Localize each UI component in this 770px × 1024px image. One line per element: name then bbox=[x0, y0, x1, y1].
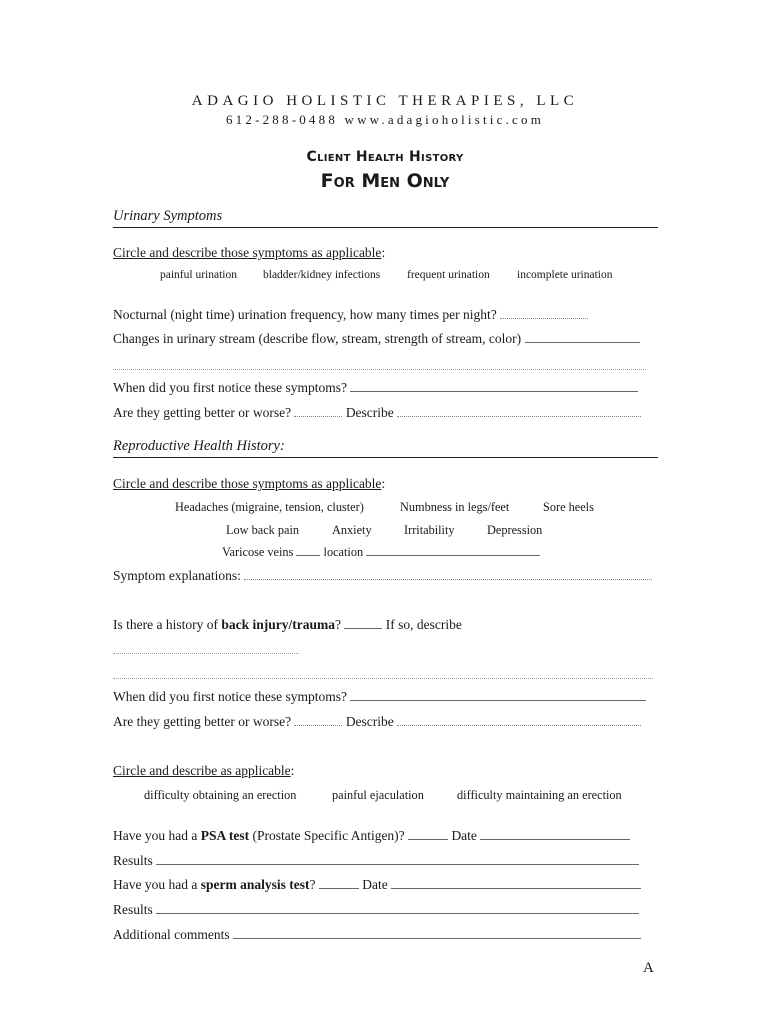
instruction-text: Circle and describe those symptoms as applicable bbox=[113, 476, 382, 491]
instruction-colon: : bbox=[381, 245, 386, 260]
psa-results-row bbox=[113, 853, 639, 869]
stream-question bbox=[113, 331, 640, 347]
option-headaches[interactable]: Headaches (migraine, tension, cluster) bbox=[175, 500, 364, 514]
instruction-colon: : bbox=[290, 763, 295, 778]
back-injury-bold: back injury/trauma bbox=[221, 617, 335, 632]
instruction-text: Circle and describe those symptoms as applicable bbox=[113, 245, 382, 260]
instruction-colon: : bbox=[381, 476, 386, 491]
urinary-better-worse-question bbox=[113, 405, 641, 421]
better-worse-label: Are they getting better or worse? bbox=[113, 714, 292, 729]
reproductive-circle-instruction bbox=[113, 476, 385, 492]
reproductive-better-worse-question bbox=[113, 714, 641, 730]
option-painful-ejaculation[interactable]: painful ejaculation bbox=[332, 788, 424, 802]
better-worse-label: Are they getting better or worse? bbox=[113, 405, 292, 420]
reproductive-section-heading: Reproductive Health History: bbox=[113, 438, 285, 454]
sperm-test-field[interactable] bbox=[319, 878, 359, 889]
additional-comments-row bbox=[113, 927, 641, 943]
page-marker: A bbox=[643, 960, 654, 976]
reproductive-first-notice-question bbox=[113, 689, 646, 705]
symptom-explanations-row bbox=[113, 568, 652, 584]
symptom-explanations-label: Symptom explanations: bbox=[113, 568, 241, 583]
option-anxiety[interactable]: Anxiety bbox=[332, 523, 372, 537]
option-numbness-legs-feet[interactable]: Numbness in legs/feet bbox=[400, 500, 510, 514]
back-injury-describe-field[interactable] bbox=[113, 653, 299, 654]
nocturnal-question bbox=[113, 307, 588, 323]
option-bladder-kidney-infections[interactable]: bladder/kidney infections bbox=[263, 269, 381, 281]
back-injury-pre: Is there a history of bbox=[113, 617, 222, 632]
psa-date-label: Date bbox=[451, 828, 477, 843]
varicose-veins-row bbox=[222, 545, 540, 560]
form-subtitle: For Men Only bbox=[320, 170, 450, 192]
option-difficulty-obtaining-erection[interactable]: difficulty obtaining an erection bbox=[144, 788, 297, 802]
section-divider bbox=[113, 227, 658, 228]
additional-comments-field[interactable] bbox=[233, 928, 641, 939]
nocturnal-field[interactable] bbox=[500, 308, 588, 319]
sperm-results-field[interactable] bbox=[156, 903, 639, 914]
stream-field-continued[interactable] bbox=[113, 369, 646, 370]
describe-label: Describe bbox=[345, 714, 394, 729]
nocturnal-label: Nocturnal (night time) urination frequency, how many times per night? bbox=[113, 307, 497, 322]
option-frequent-urination[interactable]: frequent urination bbox=[407, 269, 490, 281]
sperm-results-label: Results bbox=[113, 902, 153, 917]
sperm-post: ? bbox=[309, 877, 316, 892]
option-incomplete-urination[interactable]: incomplete urination bbox=[517, 269, 613, 281]
urinary-first-notice-field[interactable] bbox=[350, 381, 638, 392]
sperm-bold: sperm analysis test bbox=[200, 877, 310, 892]
option-sore-heels[interactable]: Sore heels bbox=[543, 500, 594, 514]
urinary-section-heading: Urinary Symptoms bbox=[113, 208, 223, 224]
urinary-circle-instruction bbox=[113, 245, 385, 261]
option-painful-urination[interactable]: painful urination bbox=[160, 269, 237, 281]
form-title: Client Health History bbox=[306, 149, 464, 165]
symptom-explanations-field[interactable] bbox=[244, 569, 652, 580]
company-name: ADAGIO HOLISTIC THERAPIES, LLC bbox=[191, 93, 579, 109]
reproductive-first-notice-field[interactable] bbox=[350, 690, 646, 701]
if-so-label: If so, describe bbox=[385, 617, 462, 632]
back-injury-field[interactable] bbox=[344, 618, 382, 629]
psa-results-label: Results bbox=[113, 853, 153, 868]
back-injury-describe-field-2[interactable] bbox=[113, 678, 653, 679]
psa-pre: Have you had a bbox=[113, 828, 201, 843]
sperm-date-label: Date bbox=[362, 877, 388, 892]
psa-post: (Prostate Specific Antigen)? bbox=[249, 828, 405, 843]
company-contact: 612-288-0488 www.adagioholistic.com bbox=[225, 112, 545, 127]
sperm-results-row bbox=[113, 902, 639, 918]
psa-bold: PSA test bbox=[200, 828, 250, 843]
location-label: location bbox=[323, 545, 364, 559]
additional-comments-label: Additional comments bbox=[113, 927, 230, 942]
describe-label: Describe bbox=[345, 405, 394, 420]
first-notice-label: When did you first notice these symptoms? bbox=[113, 380, 347, 395]
back-injury-post: ? bbox=[334, 617, 341, 632]
psa-test-field[interactable] bbox=[408, 829, 448, 840]
reproductive-describe-field[interactable] bbox=[397, 715, 641, 726]
psa-results-field[interactable] bbox=[156, 854, 639, 865]
option-irritability[interactable]: Irritability bbox=[404, 523, 455, 537]
stream-field[interactable] bbox=[525, 332, 640, 343]
stream-label: Changes in urinary stream (describe flow, stream, strength of stream, color) bbox=[113, 331, 522, 346]
varicose-veins-label[interactable]: Varicose veins bbox=[222, 545, 294, 559]
first-notice-label: When did you first notice these symptoms? bbox=[113, 689, 347, 704]
sperm-test-question bbox=[113, 877, 641, 893]
instruction-text: Circle and describe as applicable bbox=[113, 763, 291, 778]
psa-date-field[interactable] bbox=[480, 829, 630, 840]
urinary-better-worse-field[interactable] bbox=[294, 406, 342, 417]
section-divider bbox=[113, 457, 658, 458]
sperm-date-field[interactable] bbox=[391, 878, 641, 889]
location-field[interactable] bbox=[366, 545, 540, 556]
sperm-pre: Have you had a bbox=[113, 877, 201, 892]
urinary-first-notice-question bbox=[113, 380, 638, 396]
psa-test-question bbox=[113, 828, 630, 844]
option-low-back-pain[interactable]: Low back pain bbox=[226, 523, 300, 537]
option-depression[interactable]: Depression bbox=[487, 523, 543, 537]
back-injury-question bbox=[113, 617, 462, 633]
reproductive-better-worse-field[interactable] bbox=[294, 715, 342, 726]
option-difficulty-maintaining-erection[interactable]: difficulty maintaining an erection bbox=[457, 788, 622, 802]
erection-circle-instruction bbox=[113, 763, 294, 779]
varicose-veins-field[interactable] bbox=[296, 545, 320, 556]
urinary-describe-field[interactable] bbox=[397, 406, 641, 417]
